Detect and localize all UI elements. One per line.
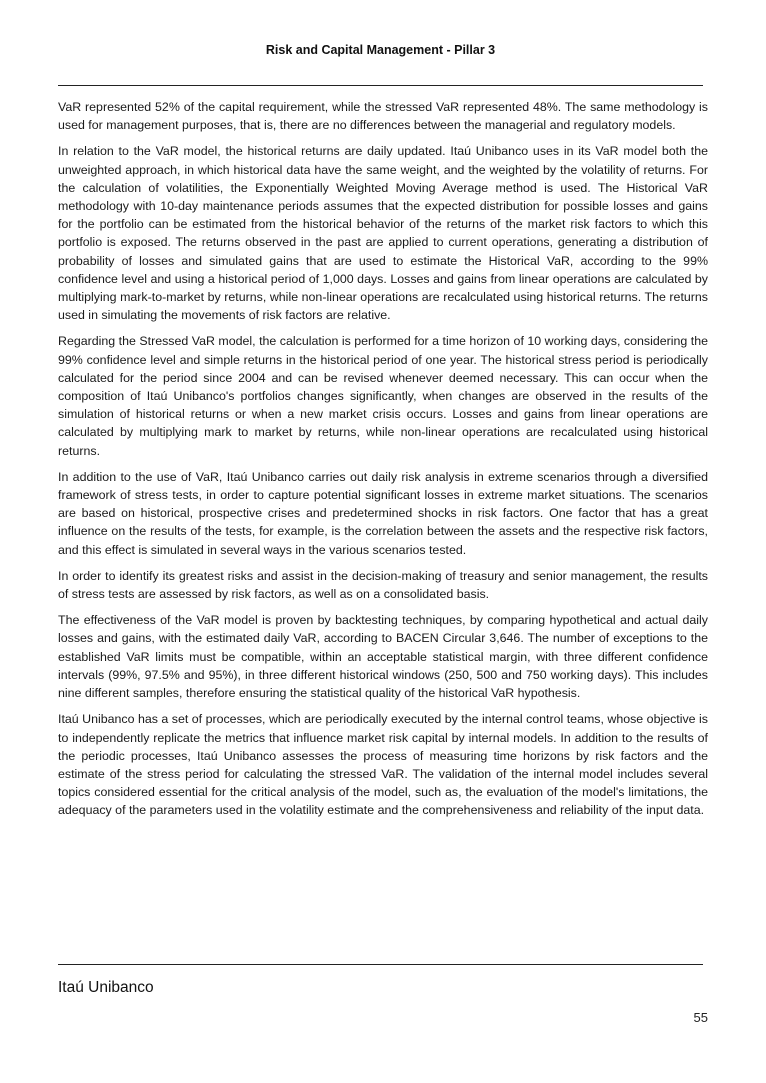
footer-company-name: Itaú Unibanco: [58, 979, 154, 996]
page-header-title: Risk and Capital Management - Pillar 3: [265, 43, 496, 57]
paragraph-internal-validation: Itaú Unibanco has a set of processes, which are periodically executed by the internal control teams, whose objective is to independently replicate the metrics that influence market risk capital by internal models. In addition to the results of the periodic processes, Itaú Unibanco assesses the process of measuring time horizons by risk factors and the estimate of the stress period for calculating the stressed VaR. The validation of the internal model includes several topics considered essential for the critical analysis of the model, such as, the evaluation of the model's limitations, the adequacy of the parameters used in the volatility estimate and the comprehensiveness and reliability of the input data.: [58, 712, 708, 818]
document-body: [58, 98, 708, 828]
footer-divider: [58, 964, 703, 965]
paragraph-stressed-var: Regarding the Stressed VaR model, the calculation is performed for a time horizon of 10 working days, considering the 99% confidence level and simple returns in the historical period of one year. The historical stress period is periodically calculated for the period since 2004 and can be revised whenever deemed necessary. This can occur when the composition of Itaú Unibanco's portfolios changes significantly, when changes are observed in the results of the simulation of historical returns or when a new market crisis occurs. Losses and gains from linear operations are calculated by multiplying mark to market by returns, while non-linear operations are recalculated using historical returns.: [58, 334, 708, 458]
paragraph-var-model: In relation to the VaR model, the historical returns are daily updated. Itaú Unibanco uses in its VaR model both the unweighted approach, in which historical data have the same weight, and the weighted by the volatility of returns. For the calculation of volatilities, the Exponentially Weighted Moving Average method is used. The Historical VaR methodology with 10-day maintenance periods assumes that the expected distribution for possible losses and gains for the portfolio can be estimated from the historical behavior of the returns of the market risk factors to which this portfolio is exposed. The returns observed in the past are applied to current operations, generating a distribution of probability of losses and simulated gains that are used to estimate the Historical VaR, according to the 99% confidence level and using a historical period of 1,000 days. Losses and gains from linear operations are calculated by multiplying mark-to-market by returns, while non-linear operations are recalculated using historical returns. The returns used in simulating the movements of risk factors are relative.: [58, 144, 708, 323]
paragraph-var-capital: VaR represented 52% of the capital requirement, while the stressed VaR represented 48%. The same methodology is used for management purposes, that is, there are no differences between the managerial and regulatory models.: [58, 100, 708, 133]
header-divider: [58, 85, 703, 86]
page-number: 55: [693, 1010, 708, 1025]
paragraph-backtesting: The effectiveness of the VaR model is proven by backtesting techniques, by comparing hypothetical and actual daily losses and gains, with the estimated daily VaR, according to BACEN Circular 3,646. The number of exceptions to the established VaR limits must be compatible, within an acceptable statistical margin, with three different confidence intervals (99%, 97.5% and 95%), in three different historical windows (250, 500 and 750 working days). This includes nine different samples, therefore ensuring the statistical quality of the historical VaR hypothesis.: [58, 613, 708, 701]
paragraph-stress-tests: In addition to the use of VaR, Itaú Unibanco carries out daily risk analysis in extreme scenarios through a diversified framework of stress tests, in order to capture potential significant losses in extreme market situations. The scenarios are based on historical, prospective crises and predetermined shocks in risk factors. One factor that has a great influence on the results of the tests, for example, is the correlation between the assets and the respective risk factors, and this effect is simulated in several ways in the various scenarios tested.: [58, 469, 708, 557]
paragraph-risk-identification: In order to identify its greatest risks and assist in the decision-making of treasury and senior management, the results of stress tests are assessed by risk factors, as well as on a consolidated basis.: [58, 568, 708, 602]
